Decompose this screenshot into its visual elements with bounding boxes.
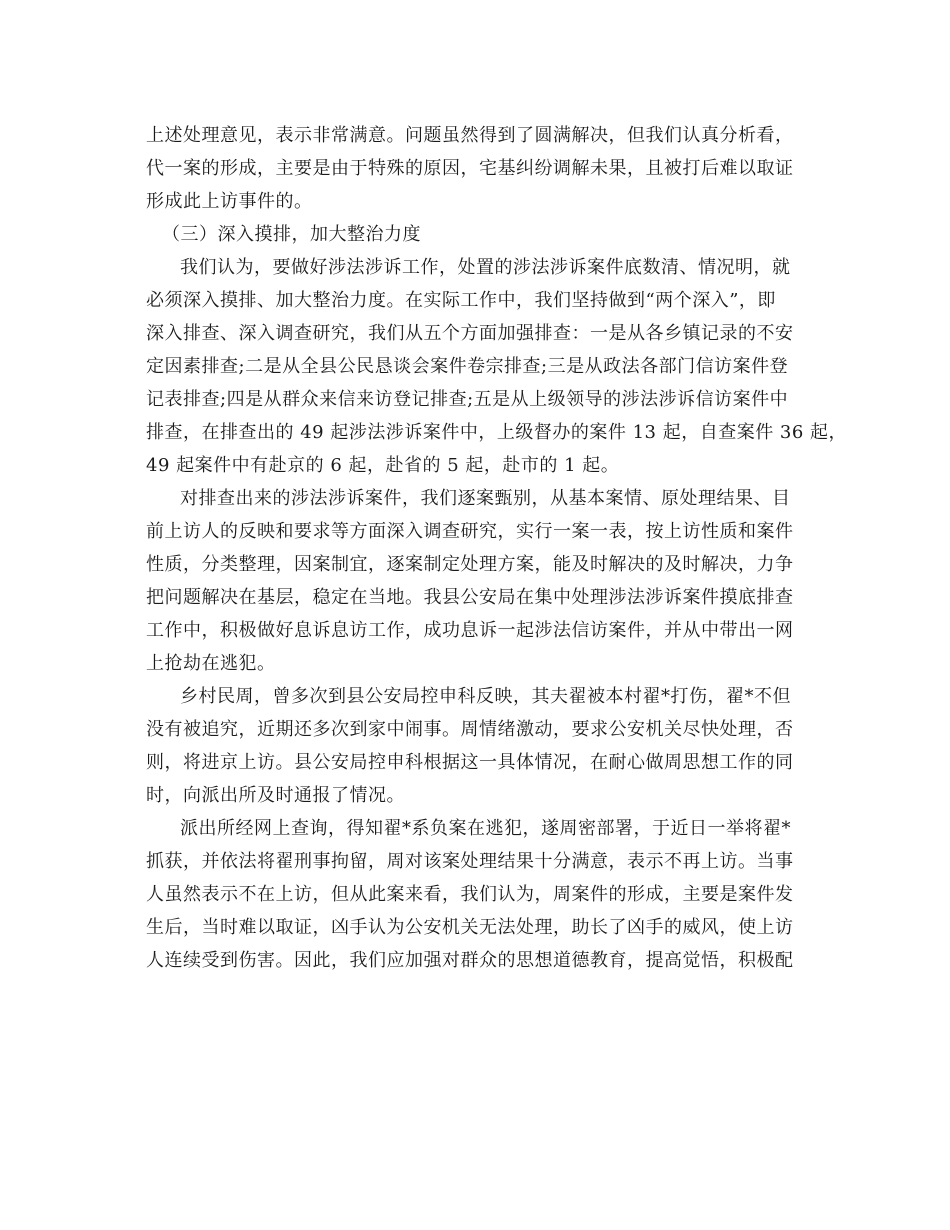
text-line: 把问题解决在基层，稳定在当地。我县公安局在集中处理涉法涉诉案件摸底排查 <box>146 587 794 608</box>
text-line: 抓获，并依法将翟刑事拘留，周对该案处理结果十分满意，表示不再上访。当事 <box>146 851 794 872</box>
text-line: 形成此上访事件的。 <box>146 191 313 212</box>
text-line: 没有被追究，近期还多次到家中闹事。周情绪激动，要求公安机关尽快处理，否 <box>146 719 794 740</box>
text-line: 必须深入摸排、加大整治力度。在实际工作中，我们坚持做到“两个深入”，即 <box>146 290 776 311</box>
text-line: 代一案的形成，主要是由于特殊的原因，宅基纠纷调解未果，且被打后难以取证 <box>146 158 794 179</box>
text-line: 49 起案件中有赴京的 6 起，赴省的 5 起，赴市的 1 起。 <box>146 455 620 476</box>
paragraph-first-line: 对排查出来的涉法涉诉案件，我们逐案甄别，从基本案情、原处理结果、目 <box>180 488 791 509</box>
text-line: 排查，在排查出的 49 起涉法涉诉案件中，上级督办的案件 13 起，自查案件 36 起， <box>146 422 848 443</box>
text-line: 工作中，积极做好息诉息访工作，成功息诉一起涉法信访案件，并从中带出一网 <box>146 620 794 641</box>
section-heading: （三）深入摸排，加大整治力度 <box>162 224 421 245</box>
text-line: 人虽然表示不在上访，但从此案来看，我们认为，周案件的形成，主要是案件发 <box>146 884 794 905</box>
body-text <box>146 119 848 977</box>
paragraph-first-line: 派出所经网上查询，得知翟*系负案在逃犯，遂周密部署，于近日一举将翟* <box>180 818 791 839</box>
text-line: 性质，分类整理，因案制宜，逐案制定处理方案，能及时解决的及时解决，力争 <box>146 554 794 575</box>
text-line: 前上访人的反映和要求等方面深入调查研究，实行一案一表，按上访性质和案件 <box>146 521 794 542</box>
paragraph-first-line: 我们认为，要做好涉法涉诉工作，处置的涉法涉诉案件底数清、情况明，就 <box>180 257 791 278</box>
text-line: 则，将进京上访。县公安局控申科根据这一具体情况，在耐心做周思想工作的同 <box>146 752 794 773</box>
text-line: 深入排查、深入调查研究，我们从五个方面加强排查：一是从各乡镇记录的不安 <box>146 323 794 344</box>
text-line: 人连续受到伤害。因此，我们应加强对群众的思想道德教育，提高觉悟，积极配 <box>146 950 794 971</box>
text-line: 记表排查;四是从群众来信来访登记排查;五是从上级领导的涉法涉诉信访案件中 <box>146 389 789 410</box>
text-line: 时，向派出所及时通报了情况。 <box>146 785 405 806</box>
text-line: 定因素排查;二是从全县公民恳谈会案件卷宗排查;三是从政法各部门信访案件登 <box>146 356 789 377</box>
text-line: 上述处理意见，表示非常满意。问题虽然得到了圆满解决，但我们认真分析看， <box>146 125 794 146</box>
text-line: 上抢劫在逃犯。 <box>146 653 276 674</box>
text-line: 生后，当时难以取证，凶手认为公安机关无法处理，助长了凶手的威风，使上访 <box>146 917 794 938</box>
paragraph-first-line: 乡村民周，曾多次到县公安局控申科反映，其夫翟被本村翟*打伤，翟*不但 <box>180 686 791 707</box>
